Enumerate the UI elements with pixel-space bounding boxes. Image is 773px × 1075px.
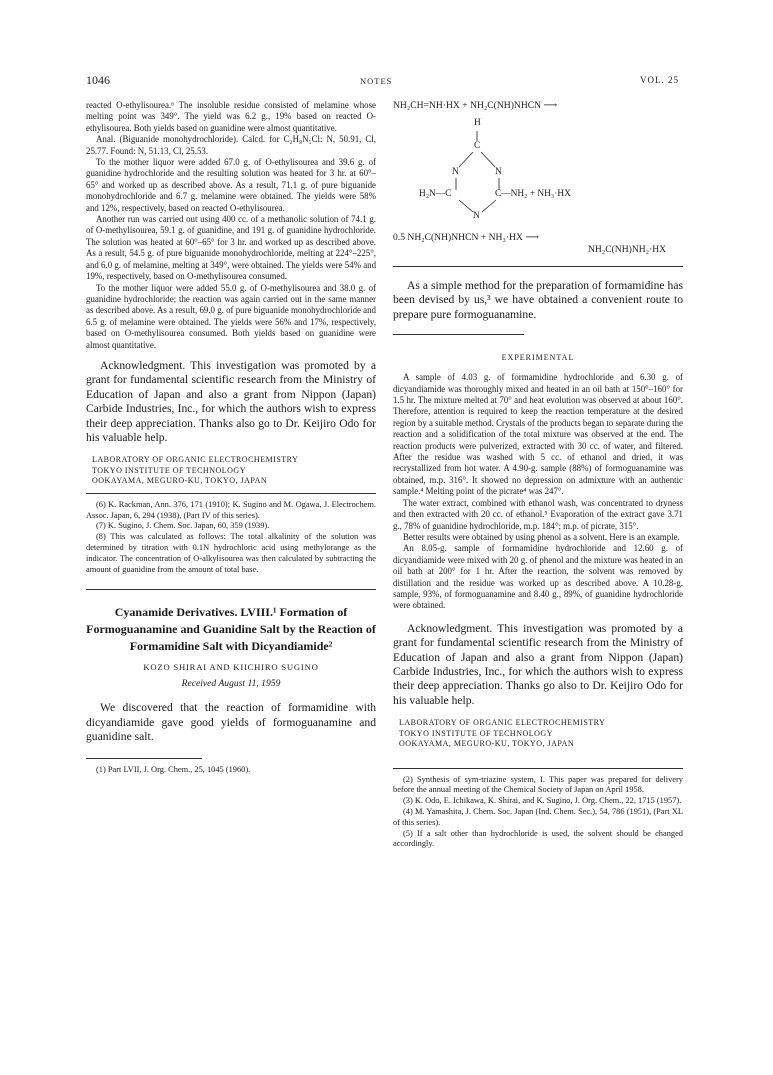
ring-sub-right: C—NH₂ + NH₃·HX [495,189,571,199]
running-head: NOTES [360,76,393,86]
footnote: (3) K. Odo, E. Ichikawa, K. Shirai, and K. Sugino, J. Org. Chem., 22, 1715 (1957). [403,796,682,806]
intro-paragraph: We discovered that the reaction of formamidine with dicyandiamide gave good yields of formoguanamine and guanidine salt. [86,701,376,744]
reaction-product: NH₂C(NH)NH₂·HX [588,244,667,255]
affiliation-line: LABORATORY OF ORGANIC ELECTROCHEMISTRY [399,718,606,728]
footnote-divider [86,758,202,759]
footnote-divider [86,493,376,494]
ring-n-left: N [452,167,459,177]
method-paragraph: As a simple method for the preparation of formamidine has been devised by us,³ we have obtained a convenient route to prepare pure formoguanamine. [393,279,683,321]
acknowledgment: Acknowledgment. This investigation was promoted by a grant for fundamental scientific research from the Ministry of Education of Japan and also a grant from Nippon (Japan) Carbide Industries, Inc., for which the authors wish to express their deep appreciation. Thanks also go to Dr. Keijiro Odo for his valuable help. [86,358,376,444]
ring-n-right: N [495,167,502,177]
authors: KOZO SHIRAI AND KIICHIRO SUGINO [143,662,319,673]
affiliation-line: TOKYO INSTITUTE OF TECHNOLOGY [92,465,246,475]
right-column [393,100,683,850]
ring-c-top: C [474,141,481,151]
paragraph: Anal. (Biguanide monohydrochloride). Calcd. for C₂H₈N₅Cl: N, 50.91, Cl, 25.77. Found: N, 51.13, Cl, 25.53. [86,134,376,156]
affiliation-line: LABORATORY OF ORGANIC ELECTROCHEMISTRY [92,455,299,465]
footnote: (5) If a salt other than hydrochloride is used, the solvent should be changed accordingly. [393,828,683,849]
paragraph: A sample of 4.03 g. of formamidine hydrochloride and 6.30 g. of dicyandiamide was thoroughly mixed and heated in an oil bath at 150°–160° for 1.5 hr. The mixture melted at 70° and heat evolution was observed at about 160°. Therefore, attention is required to keep the reaction temperature at the desired region by a suitable method. Crystals of the products began to separate during the reaction and a solidification of the total mixture was observed at the end. The reaction products were pulverized, extracted with 30 cc. of water, and filtered. After the residue was washed with 5 cc. of ethanol and dried, it was recrystallized from hot water. A 4.90-g. sample (88%) of formoguanamine was obtained, m.p. 316°. It showed no depression on admixture with an authentic sample.⁴ Melting point of the picrate⁴ was 247°. [393,372,683,497]
paragraph: To the mother liquor were added 67.0 g. of O-ethylisourea and 39.6 g. of guanidine hydrochloride and the resulting solution was heated for 3 hr. at 60°–65° and worked up as described above. As a result, 71.1 g. of pure biguanide monohydrochloride and 6.7 g. melamine were obtained. The yields were 58% and 12%, respectively, based on reacted O-ethylisourea. [86,157,376,213]
footnote: (8) This was calculated as follows: The total alkalinity of the solution was determined by titration with 0.1N hydrochloric acid using methylorange as the indicator. The concentration of O-alkylisourea was then calculated by subtracting the amount of guanidine from the amount of total base. [86,532,376,574]
section-heading: EXPERIMENTAL [501,353,575,363]
paragraph: To the mother liquor were added 55.0 g. of O-methylisourea and 38.0 g. of guanidine hydrochloride; the reaction was again carried out in the same manner as described above. As a result, 69.0 g. of pure biguanide monohydrochloride and 6.5 g. of melamine were obtained. The yields were 56% and 17%, respectively, based on O-methylisourea consumed. Both yields based on guanidine were almost quantitative. [86,282,376,350]
divider [393,266,683,267]
footnote: (1) Part LVII, J. Org. Chem., 25, 1045 (1960). [96,765,251,775]
paragraph: Better results were obtained by using phenol as a solvent. Here is an example. [403,531,680,542]
footnote: (6) K. Rackman, Ann. 376, 171 (1910); K. Sugino and M. Ogawa, J. Electrochem. Assoc. Japan, 6, 294 (1938), (Part IV of this series). [86,499,376,520]
acknowledgment: Acknowledgment. This investigation was promoted by a grant for fundamental scientific research from the Ministry of Education of Japan and also a grant from Nippon (Japan) Carbide Industries, Inc., for which the authors wish to express their deep appreciation. Thanks go also to Dr. Keijiro Odo for his valuable help. [393,621,683,707]
page-number: 1046 [86,73,110,87]
triazine-structure [393,112,683,222]
article-title: Cyanamide Derivatives. LVIII.¹ Formation of Formoguanamine and Guanidine Salt by the Reaction of Formamidine Salt with Dicyandiamide² [86,605,376,653]
ring-sub-left: H₂N—C [419,189,452,199]
received-date: Received August 11, 1959 [181,678,281,690]
ring-bonds [393,112,683,222]
affiliation-line: TOKYO INSTITUTE OF TECHNOLOGY [399,728,553,738]
section-divider [86,589,376,590]
affiliation-line: OOKAYAMA, MEGURO-KU, TOKYO, JAPAN [399,739,575,749]
footnote: (2) Synthesis of sym-triazine system, I. This paper was prepared for delivery before the annual meeting of the Chemical Society of Japan on April 1958. [393,774,683,795]
paragraph: An 8.05-g. sample of formamidine hydrochloride and 12.60 g. of dicyandiamide were mixed with 20 g. of phenol and the mixture was heated in an oil bath at 200° for 1 hr. After the reaction, the solvent was removed by distillation and the residue was worked up as described above. A 10.28-g. sample, 93%, of formoguanamine and 8.40 g., 89%, of guanidine hydrochloride were obtained. [393,543,683,611]
ring-n-bottom: N [473,211,480,221]
reaction-equation-2: 0.5 NH₂C(NH)NHCN + NH₃·HX ⟶ [393,232,540,243]
divider [393,334,524,335]
affiliation-line: OOKAYAMA, MEGURO-KU, TOKYO, JAPAN [92,476,268,486]
paragraph: Another run was carried out using 400 cc. of a methanolic solution of 74.1 g. of O-methylisourea, 59.1 g. of guanidine, and 191 g. of guanidine hydrochloride. The solution was heated at 60°–65° for 3 hr. and worked up as described above. As a result, 54.5 g. of pure biguanide monohydrochloride, melting at 224°–225°, and 6.0 g. of melamine, melting at 349°, were obtained. The yields were 54% and 19%, respectively, based on O-methylisourea consumed. [86,214,377,282]
footnote: (4) M. Yamashita, J. Chem. Soc. Japan (Ind. Chem. Sec.), 54, 786 (1951), (Part XL of this series). [393,807,683,827]
footnote-divider [393,768,683,769]
footnote: (7) K. Sugino, J. Chem. Soc. Japan, 60, 359 (1939). [96,521,270,531]
volume-label: VOL. 25 [640,75,679,85]
paragraph: The water extract, combined with ethanol wash, was concentrated to dryness and then extracted with 20 cc. of ethanol.⁵ Evaporation of the extract gave 3.71 g., 78% of guanidine hydrochloride, m.p. 184°; m.p. of picrate, 315°. [393,497,683,531]
left-column [86,100,376,776]
paragraph: reacted O-ethylisourea.⁶ The insoluble residue consisted of melamine whose melting point was 349°. The yield was 6.2 g., 19% based on reacted O-ethylisourea. Both yields based on guanidine were almost quantitative. [86,100,376,133]
reaction-equation-1: NH₂CH=NH·HX + NH₂C(NH)NHCN ⟶ [393,100,558,111]
ring-h: H [474,118,481,128]
